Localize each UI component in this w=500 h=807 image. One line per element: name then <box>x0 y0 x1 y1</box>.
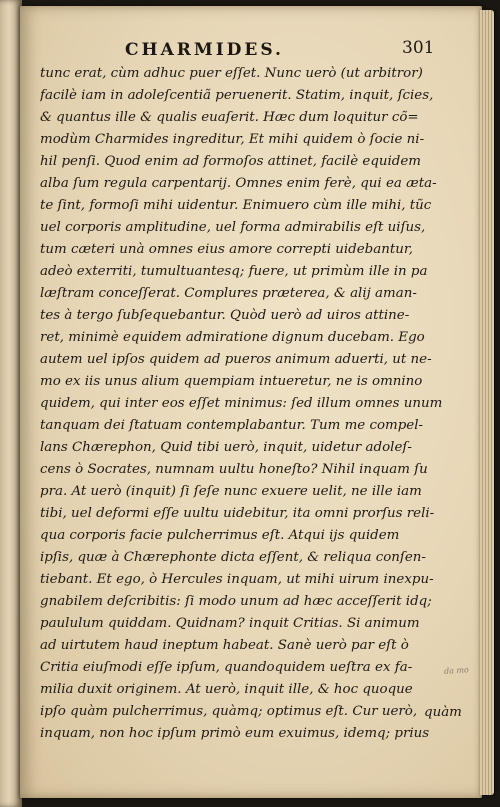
running-head: CHARMIDES. <box>125 40 284 60</box>
text-line: cens ò Socrates, numnam uultu honeſto? Nihil inquam ſu <box>40 462 428 477</box>
text-line: tum cæteri unà omnes eius amore correpti uidebantur, <box>40 242 414 257</box>
text-line: gnabilem deſcribitis: ſi modo unum ad hæc acceſſerit idq; <box>40 594 432 609</box>
body-text <box>40 63 460 745</box>
left-page-edge <box>0 0 22 807</box>
text-line: te ſint, formoſi mihi uidentur. Enimuero cùm ille mihi, tũc <box>40 198 432 213</box>
text-line: modùm Charmides ingreditur, Et mihi quidem ò ſocie ni- <box>40 132 425 147</box>
text-line: milia duxit originem. At uerò, inquit ille, & hoc quoque <box>40 682 413 697</box>
text-line: tunc erat, cùm adhuc puer eſſet. Nunc uerò (ut arbitror) <box>40 66 423 81</box>
page-stack-edge <box>480 10 494 795</box>
text-line: quidem, qui inter eos eſſet minimus: ſed illum omnes unum <box>40 396 443 411</box>
text-line: tanquam dei ſtatuam contemplabantur. Tum me compel- <box>40 418 424 433</box>
text-line: qua corporis facie pulcherrimus eſt. Atqui ijs quidem <box>40 528 400 543</box>
text-line: Critia eiuſmodi eſſe ipſum, quandoquidem ueſtra ex fa- <box>40 660 413 675</box>
catchword: quàm <box>424 705 462 720</box>
text-line: læſtram conceſſerat. Complures præterea, & alij aman- <box>40 286 417 301</box>
text-line: tibi, uel deformi eſſe uultu uidebitur, ita omni prorſus reli- <box>40 506 435 521</box>
page-number: 301 <box>402 38 435 58</box>
text-line: tes à tergo ſubſequebantur. Quòd uerò ad uiros attine- <box>40 308 410 323</box>
text-line: adeò exterriti, tumultuantesq; fuere, ut primùm ille in pa <box>40 264 428 279</box>
text-line: inquam, non hoc ipſum primò eum exuimus, idemq; prius <box>40 726 430 741</box>
text-line: mo ex iis unus alium quempiam intueretur, ne is omnino <box>40 374 423 389</box>
text-line: ipſis, quæ à Chærephonte dicta eſſent, & reliqua conſen- <box>40 550 426 565</box>
text-line: ret, minimè equidem admiratione dignum ducebam. Ego <box>40 330 425 345</box>
text-line: ad uirtutem haud ineptum habeat. Sanè uerò par eſt ò <box>40 638 409 653</box>
text-line: paululum quiddam. Quidnam? inquit Critias. Si animum <box>40 616 420 631</box>
text-line: tiebant. Et ego, ò Hercules inquam, ut mihi uirum inexpu- <box>40 572 434 587</box>
text-line: & quantus ille & qualis euaſerit. Hæc dum loquitur cõ= <box>40 110 419 125</box>
text-line: facilè iam in adoleſcentiã peruenerit. Statim, inquit, ſcies, <box>40 88 434 103</box>
text-line: autem uel ipſos quidem ad pueros animum aduerti, ut ne- <box>40 352 432 367</box>
text-line: uel corporis amplitudine, uel forma admirabilis eſt uiſus, <box>40 220 426 235</box>
text-line: pra. At uerò (inquit) ſi ſeſe nunc exuere uelit, ne ille iam <box>40 484 422 499</box>
text-line: alba ſum regula carpentarij. Omnes enim ferè, qui ea æta- <box>40 176 437 191</box>
margin-note: da mo <box>443 665 470 676</box>
text-line: lans Chærephon, Quid tibi uerò, inquit, uidetur adoleſ- <box>40 440 412 455</box>
text-line: ipſo quàm pulcherrimus, quàmq; optimus eſt. Cur uerò, <box>40 704 418 719</box>
text-line: hil penſi. Quod enim ad formoſos attinet, facilè equidem <box>40 154 421 169</box>
